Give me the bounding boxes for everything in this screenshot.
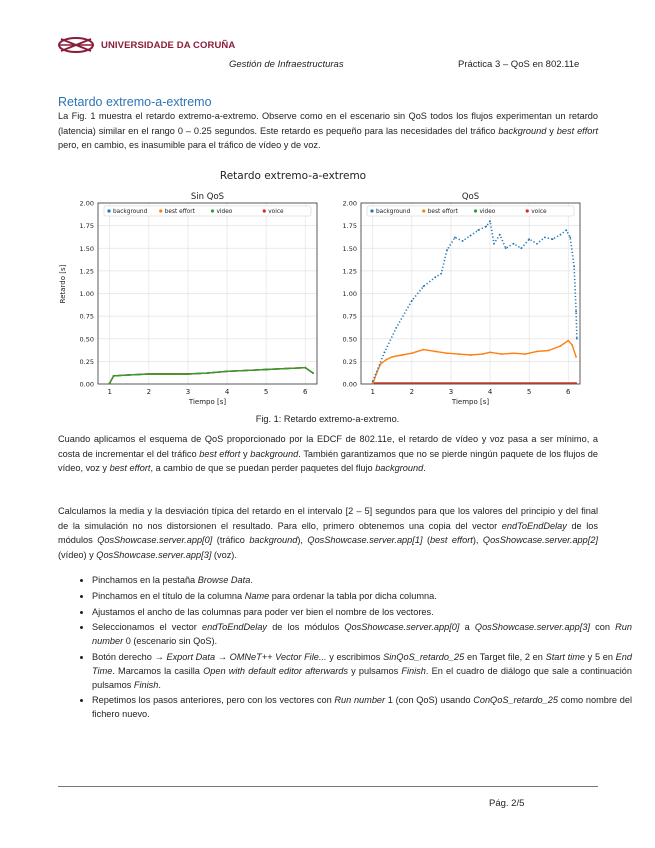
y-tick-label: 0.50 [79,335,94,344]
section-title: Retardo extremo-a-extremo [58,95,212,109]
data-point [493,243,495,245]
data-point [501,353,503,355]
legend-label: video [479,209,496,216]
series-video [110,368,313,383]
x-tick-label: 5 [263,388,269,396]
legend-label: video [216,209,233,216]
y-tick-label: 0.00 [342,380,357,389]
y-tick-label: 1.75 [342,222,357,231]
data-point [376,372,378,374]
data-point [423,349,425,351]
data-point [569,236,571,238]
x-tick-label: 6 [303,388,308,396]
data-point [575,382,577,384]
series-background [373,221,577,381]
data-point [207,372,209,374]
list-item: • Repetimos los pasos anteriores, pero con los vectores con Run number 1 (con QoS) usando ConQoS_retardo_25 como nombre del fichero nuevo. [92,694,632,722]
data-point [440,273,442,275]
data-point [312,372,314,374]
page-number: Pág. 2/5 [489,798,525,809]
x-tick-label: 1 [107,388,112,396]
x-tick-label: 6 [566,388,571,396]
legend-label: best effort [427,209,458,216]
data-point [411,300,413,302]
y-tick-label: 2.00 [79,199,94,208]
data-point [524,353,526,355]
list-item: • Ajustamos el ancho de las columnas para poder ver bien el nombre de los vectores. [92,606,632,620]
y-tick-label: 0.75 [342,312,357,321]
list-item: • Pinchamos en la pestaña Browse Data. [92,574,632,588]
data-point [446,352,448,354]
series-best-effort [373,341,576,384]
data-point [489,351,491,353]
data-point [411,352,413,354]
udc-logo-icon [57,36,95,54]
data-point [560,345,562,347]
x-tick-label: 2 [409,388,415,396]
data-point [470,354,472,356]
legend-marker [370,209,373,212]
data-point [481,353,483,355]
panel-title: QoS [461,192,480,202]
data-point [384,351,386,353]
y-tick-label: 0.75 [79,312,94,321]
y-tick-label: 0.25 [79,357,94,366]
data-point [544,236,546,238]
data-point [458,353,460,355]
legend-marker [211,209,214,212]
series-voice [110,368,313,383]
data-point [576,338,578,340]
data-point [148,373,150,375]
data-point [513,352,515,354]
panel-sin-qos [80,192,317,406]
x-axis-label: Tiempo [s] [188,398,227,406]
x-tick-label: 3 [185,388,191,396]
list-item: • Pinchamos en el título de la columna Name para ordenar la tabla por dicha columna. [92,590,632,604]
data-point [513,243,515,245]
university-logo [57,36,235,54]
legend-label: background [376,209,411,216]
x-tick-label: 1 [370,388,375,396]
data-point [571,344,573,346]
legend-marker [422,209,425,212]
data-point [499,234,501,236]
data-point [536,351,538,353]
data-point [434,351,436,353]
data-point [386,359,388,361]
legend-marker [159,209,162,212]
figure-title: Retardo extremo-a-extremo [219,170,367,182]
course-title: Gestión de Infraestructuras [229,59,344,70]
data-point [575,356,577,358]
x-tick-label: 3 [448,388,454,396]
y-tick-label: 1.50 [342,244,357,253]
y-tick-label: 0.50 [342,335,357,344]
list-item: • Botón derecho → Export Data → OMNeT++ Vector File... y escribimos SinQoS_retardo_25 en Target file, 2 en Start time y 5 en End Time. Marcamos la casilla Open with default editor afterwards y pulsamos Finish. En el cuadro de diálogo que sale a continuación pulsamos Finish. [92,651,632,692]
series-background [110,368,313,383]
panel-qos [343,192,580,406]
data-point [477,229,479,231]
university-name: UNIVERSIDADE DA CORUÑA [101,39,236,51]
data-point [285,368,287,370]
steps-list [58,574,632,724]
x-tick-label: 2 [146,388,152,396]
data-point [567,340,569,342]
y-tick-label: 1.00 [79,290,94,298]
x-axis-label: Tiempo [s] [451,398,490,406]
legend-marker [474,209,477,212]
data-point [128,374,130,376]
legend-label: voice [531,209,547,216]
y-tick-label: 1.25 [342,267,357,276]
y-axis-label: Retardo [s] [59,264,67,304]
x-tick-label: 5 [526,388,532,396]
data-point [187,373,189,375]
y-tick-label: 1.75 [79,222,94,231]
x-tick-label: 4 [224,388,230,396]
data-point [401,354,403,356]
figure-caption: Fig. 1: Retardo extremo-a-extremo. [255,414,400,424]
data-point [470,235,472,237]
data-point [552,238,554,240]
data-point [372,380,374,382]
paragraph-1: La Fig. 1 muestra el retardo extremo-a-extremo. Observe como en el escenario sin QoS todos los flujos experimentan un retardo (latencia) similar en el rango 0 – 0.25 segundos. Este retardo es pequeño para las necesidades del tráfico background y best effort pero, en cambio, es inasumible para el tráfico de vídeo y de voz. [58,111,599,151]
data-point [446,249,448,251]
data-point [304,367,306,369]
data-point [391,356,393,358]
y-tick-label: 1.00 [342,290,357,298]
y-tick-label: 2.00 [342,199,357,208]
practice-title: Práctica 3 – QoS en 802.11e [458,59,580,70]
data-point [536,243,538,245]
data-point [489,220,491,222]
data-point [505,247,507,249]
data-point [454,236,456,238]
y-tick-label: 1.25 [79,267,94,276]
legend-marker [526,209,529,212]
y-tick-label: 0.00 [79,380,94,389]
paragraph-2: Cuando aplicamos el esquema de QoS proporcionado por la EDCF de 802.11e, el retardo de vídeo y voz pasa a ser mínimo, a costa de incrementar el del tráfico best effort y background. También garantizamos que no se pierde ningún paquete de los flujos de vídeo, voz y best effort, a cambio de que se puedan perder paquetes del flujo background. [58,434,599,474]
paragraph-3: Calculamos la media y la desviación típica del retardo en el intervalo [2 – 5] segundos para que los valores del principio y del final de la simulación no nos distorsionen el resultado. Para ello, primero obtenemos una copia del vector endToEndDelay de los módulos QosShowcase.server.app[0] (tráfico background), QosShowcase.server.app[1] (best effort), QosShowcase.server.app[2] (vídeo) y QosShowcase.server.app[3] (voz). [58,506,598,560]
footer-divider [58,786,598,787]
legend-marker [107,209,110,212]
data-point [109,382,111,384]
data-point [528,238,530,240]
data-point [548,350,550,352]
legend-label: background [113,209,148,216]
data-point [485,226,487,228]
data-point [395,327,397,329]
data-point [573,265,575,267]
data-point [565,229,567,231]
y-tick-label: 1.50 [79,244,94,253]
data-point [462,240,464,242]
data-point [520,247,522,249]
data-point [246,370,248,372]
data-point [372,383,374,385]
data-point [560,234,562,236]
data-point [167,373,169,375]
panel-title: Sin QoS [190,192,225,202]
data-point [423,285,425,287]
legend-label: voice [268,209,284,216]
y-tick-label: 0.25 [342,357,357,366]
data-point [265,369,267,371]
data-point [434,276,436,278]
list-item: • Seleccionamos el vector endToEndDelay de los módulos QosShowcase.server.app[0] a QosShowcase.server.app[3] con Run number 0 (escenario sin QoS). [92,621,632,649]
data-point [575,311,577,313]
data-point [113,375,115,377]
legend-marker [263,209,266,212]
data-point [226,370,228,372]
delay-figure [56,166,596,410]
series-best-effort [110,368,313,383]
legend-label: best effort [164,209,195,216]
x-tick-label: 4 [487,388,493,396]
